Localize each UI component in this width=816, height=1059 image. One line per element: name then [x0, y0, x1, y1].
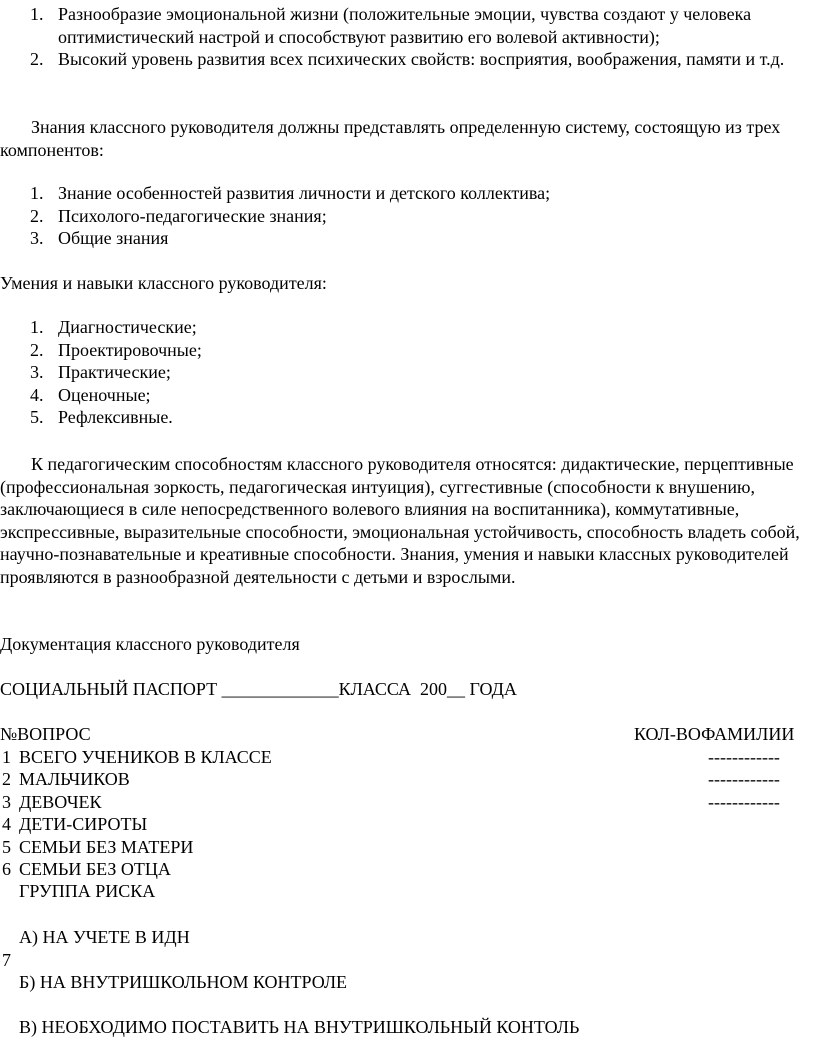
row-question: СЕМЬИ БЕЗ МАТЕРИ	[19, 836, 194, 857]
list-item-text: Высокий уровень развития всех психических свойств: восприятия, воображения, памяти и т.д.	[58, 49, 785, 69]
row-number: 4	[2, 814, 11, 834]
table-row	[0, 768, 816, 791]
list-item-number: 1.	[30, 317, 44, 337]
risk-group-title: ГРУППА РИСКА	[19, 881, 156, 901]
list-item-number: 3.	[30, 362, 44, 382]
table-header-count: КОЛ-ВОФАМИЛИИ	[634, 724, 795, 744]
knowledge-list	[0, 182, 816, 250]
list-item-text: Общие знания	[58, 228, 169, 248]
list-item-number: 1.	[30, 4, 44, 24]
table-row	[0, 858, 816, 881]
risk-item: В) НЕОБХОДИМО ПОСТАВИТЬ НА ВНУТРИШКОЛЬНЫЙ КОНТОЛЬ	[19, 1017, 580, 1037]
list-item-number: 1.	[30, 183, 44, 203]
list-item	[0, 205, 816, 228]
row-number: 6	[2, 859, 11, 879]
list-item-number: 3.	[30, 228, 44, 248]
row-count: ------------	[708, 769, 780, 789]
passport-title: СОЦИАЛЬНЫЙ ПАСПОРТ _____________КЛАССА 200__ ГОДА	[0, 679, 517, 699]
documentation-title: Документация классного руководителя	[0, 634, 300, 654]
list-item-number: 2.	[30, 205, 44, 226]
table-row	[0, 791, 816, 814]
list-item-number: 4.	[30, 384, 44, 405]
risk-group-number: 7	[2, 950, 11, 970]
list-item	[0, 339, 816, 362]
list-item-number: 2.	[30, 49, 44, 69]
list-item-text: Рефлексивные.	[58, 407, 173, 427]
skills-list	[0, 316, 816, 429]
table-row	[0, 836, 816, 859]
row-number: 2	[2, 769, 11, 789]
row-question: ДЕВОЧЕК	[19, 791, 102, 812]
list-item	[0, 316, 816, 339]
row-question: СЕМЬИ БЕЗ ОТЦА	[19, 859, 171, 879]
list-item	[0, 48, 816, 71]
list-item	[0, 384, 816, 407]
list-item-text: Практические;	[58, 362, 171, 382]
list-item	[0, 406, 816, 429]
list-item-number: 5.	[30, 407, 44, 427]
list-item-text: Психолого-педагогические знания;	[58, 205, 327, 226]
list-item	[0, 227, 816, 250]
risk-item: А) НА УЧЕТЕ В ИДН	[19, 927, 190, 947]
row-question: МАЛЬЧИКОВ	[19, 769, 130, 789]
skills-title: Умения и навыки классного руководителя:	[0, 273, 327, 293]
table-row	[0, 746, 816, 769]
list-item-text: Проектировочные;	[58, 339, 202, 360]
passport-table	[0, 723, 816, 881]
list-item-text: Разнообразие эмоциональной жизни (положительные эмоции, чувства создают у человека оптимистический настрой и способствуют развитию его волевой активности);	[58, 4, 752, 47]
list-item	[0, 3, 816, 48]
list-top	[0, 3, 816, 71]
list-item-text: Диагностические;	[58, 317, 197, 337]
table-header	[0, 723, 816, 746]
row-count: ------------	[708, 746, 780, 767]
list-item	[0, 182, 816, 205]
list-item-text: Знание особенностей развития личности и детского коллектива;	[58, 183, 551, 203]
risk-item: Б) НА ВНУТРИШКОЛЬНОМ КОНТРОЛЕ	[19, 972, 348, 992]
list-item-number: 2.	[30, 339, 44, 360]
row-question: ДЕТИ-СИРОТЫ	[19, 814, 148, 834]
row-number: 5	[2, 836, 11, 857]
list-item	[0, 361, 816, 384]
abilities-paragraph: К педагогическим способностям классного руководителя относятся: дидактические, перцептивные (профессиональная зоркость, педагогическая интуиция), суггестивные (способности к внушению, заключающиеся в силе непосредственного волевого влияния на воспитанника), коммутативные, экспрессивные, выразительные способности, эмоциональная устойчивость, способность владеть собой, научно-познавательные и креативные способности. Знания, умения и навыки классных руководителей проявляются в разнообразной деятельности с детьми и взрослыми.	[0, 454, 800, 587]
row-question: ВСЕГО УЧЕНИКОВ В КЛАССЕ	[19, 746, 272, 767]
row-number: 3	[2, 791, 11, 812]
list-item-text: Оценочные;	[58, 384, 151, 405]
row-number: 1	[2, 746, 11, 767]
table-row	[0, 813, 816, 836]
knowledge-intro: Знания классного руководителя должны представлять определенную систему, состоящую из трех компонентов:	[0, 117, 781, 160]
table-header-question: №ВОПРОС	[0, 724, 91, 744]
row-count: ------------	[708, 791, 780, 812]
